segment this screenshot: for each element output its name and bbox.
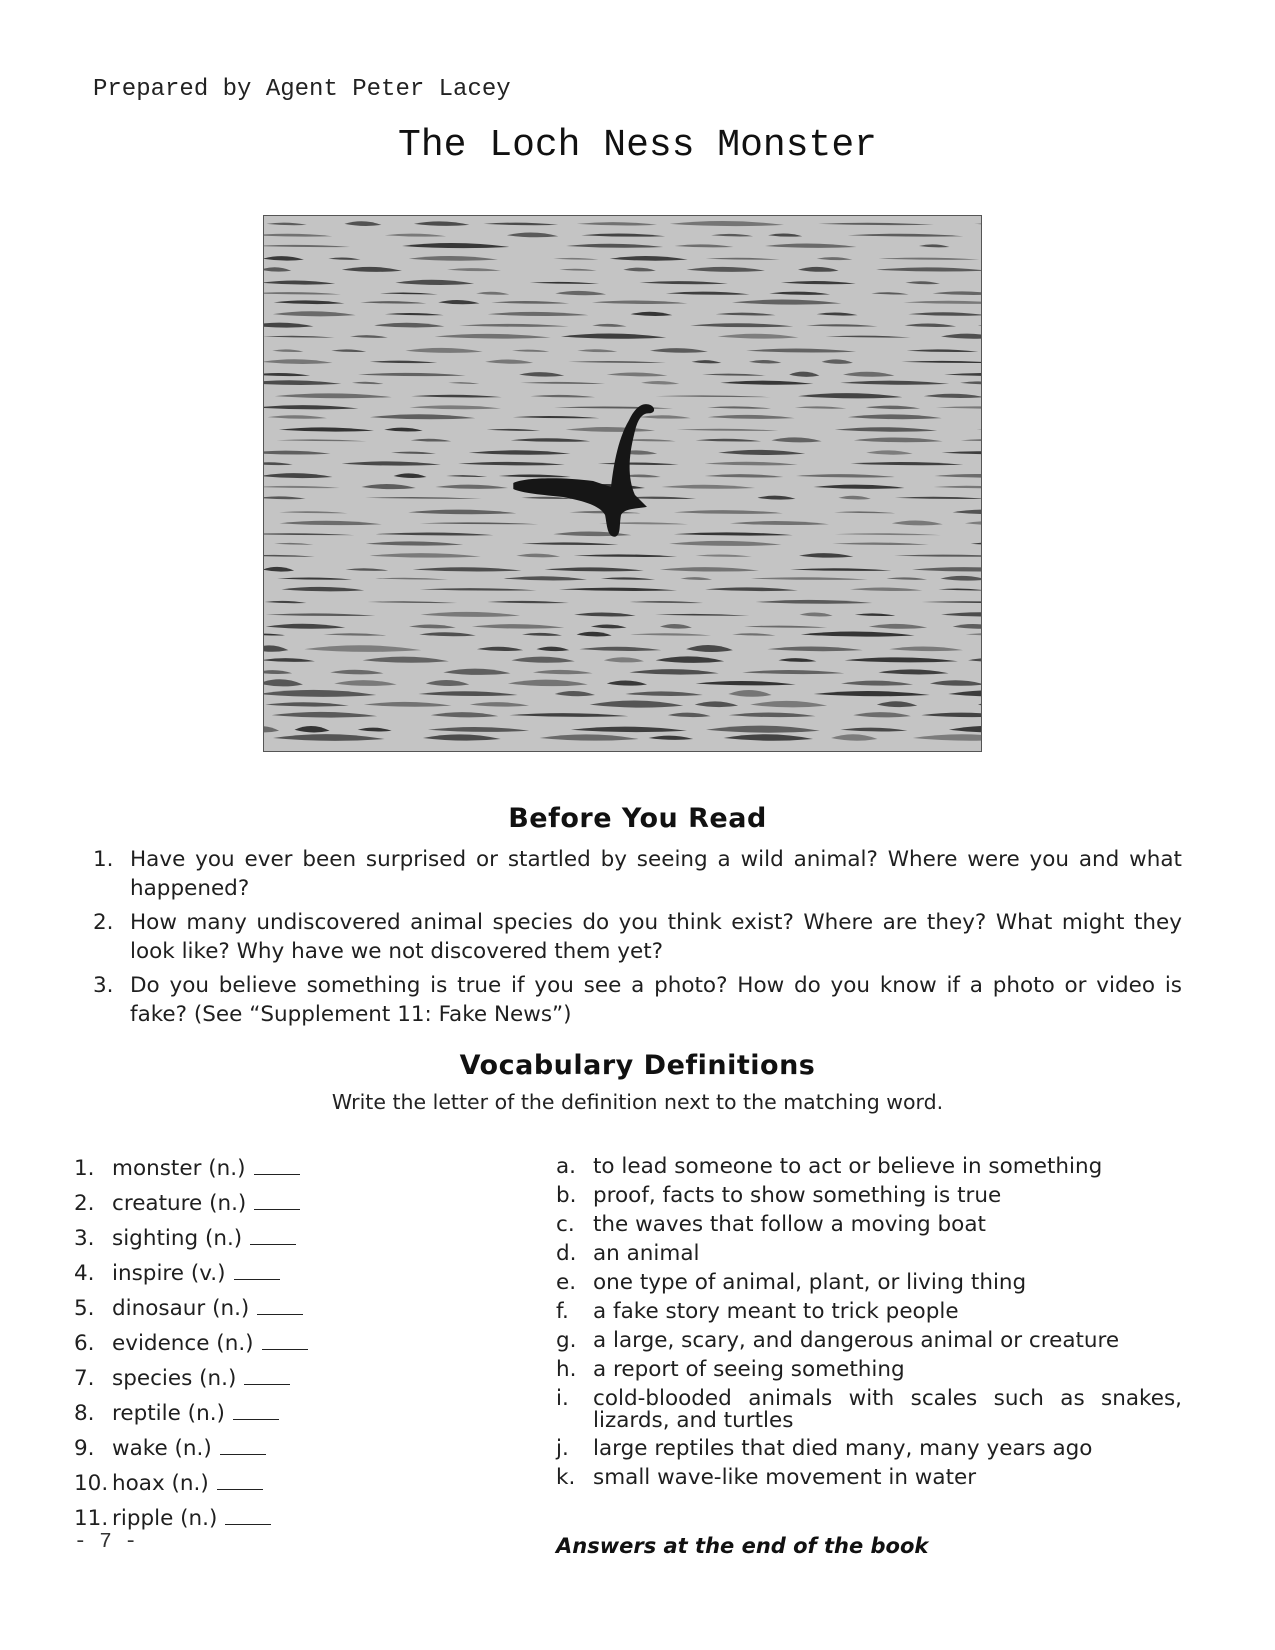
question-item [90, 908, 1182, 966]
word-term: sighting (n.) [112, 1226, 243, 1251]
definition-item [556, 1388, 1182, 1432]
word-term: creature (n.) [112, 1191, 247, 1216]
before-you-read-heading: Before You Read [508, 803, 767, 834]
word-number: 10. [74, 1471, 109, 1496]
definition-letter: i. [556, 1386, 569, 1411]
word-term: ripple (n.) [112, 1506, 218, 1531]
question-text: Do you believe something is true if you see a photo? How do you know if a photo or video is fake? (See “Supplement 11: Fake News”) [130, 973, 1182, 1027]
lake-monster-image [264, 216, 981, 751]
word-item [74, 1471, 308, 1506]
definition-text: to lead someone to act or believe in something [593, 1154, 1103, 1179]
word-term: monster (n.) [112, 1156, 246, 1181]
definition-letter: j. [556, 1436, 569, 1461]
definition-item [556, 1243, 1182, 1265]
definition-letter: f. [556, 1299, 569, 1324]
loch-ness-photo [263, 215, 982, 752]
answer-blank[interactable] [234, 1261, 280, 1280]
answer-blank[interactable] [254, 1156, 300, 1175]
answer-blank[interactable] [254, 1191, 300, 1210]
vocabulary-definition-list [556, 1156, 1182, 1496]
definition-text: large reptiles that died many, many years ago [593, 1436, 1093, 1461]
word-item [74, 1226, 308, 1261]
word-item [74, 1436, 308, 1471]
definition-item [556, 1467, 1182, 1489]
definition-letter: d. [556, 1241, 577, 1266]
question-text: How many undiscovered animal species do you think exist? Where are they? What might they look like? Why have we not discovered them yet? [130, 910, 1182, 964]
word-item [74, 1156, 308, 1191]
definition-text: the waves that follow a moving boat [593, 1212, 986, 1237]
question-number: 1. [93, 847, 114, 872]
definition-letter: k. [556, 1465, 576, 1490]
word-number: 1. [74, 1156, 95, 1181]
question-item [90, 845, 1182, 903]
definition-letter: b. [556, 1183, 577, 1208]
word-number: 4. [74, 1261, 95, 1286]
definition-item [556, 1272, 1182, 1294]
question-number: 3. [93, 973, 114, 998]
answer-blank[interactable] [262, 1331, 308, 1350]
word-term: inspire (v.) [112, 1261, 226, 1286]
question-number: 2. [93, 910, 114, 935]
prepared-by: Prepared by Agent Peter Lacey [93, 76, 511, 103]
word-number: 3. [74, 1226, 95, 1251]
definition-item [556, 1359, 1182, 1381]
word-term: dinosaur (n.) [112, 1296, 250, 1321]
word-term: evidence (n.) [112, 1331, 254, 1356]
answer-blank[interactable] [225, 1506, 271, 1525]
definition-text: cold-blooded animals with scales such as snakes, lizards, and turtles [593, 1386, 1182, 1433]
word-number: 5. [74, 1296, 95, 1321]
word-item [74, 1261, 308, 1296]
definition-text: a large, scary, and dangerous animal or creature [593, 1328, 1120, 1353]
answer-blank[interactable] [250, 1226, 296, 1245]
answer-blank[interactable] [220, 1436, 266, 1455]
definition-item [556, 1156, 1182, 1178]
vocabulary-heading: Vocabulary Definitions [459, 1050, 816, 1081]
word-item [74, 1191, 308, 1226]
word-number: 11. [74, 1506, 109, 1531]
definition-letter: h. [556, 1357, 577, 1382]
word-item [74, 1331, 308, 1366]
definition-text: proof, facts to show something is true [593, 1183, 1002, 1208]
vocabulary-instructions: Write the letter of the definition next to the matching word. [331, 1090, 944, 1114]
definition-text: a report of seeing something [593, 1357, 905, 1382]
word-term: hoax (n.) [112, 1471, 209, 1496]
question-item [90, 971, 1182, 1029]
answer-blank[interactable] [217, 1471, 263, 1490]
answer-blank[interactable] [233, 1401, 279, 1420]
definition-item [556, 1301, 1182, 1323]
answer-blank[interactable] [244, 1366, 290, 1385]
definition-item [556, 1438, 1182, 1460]
definition-letter: a. [556, 1154, 577, 1179]
definition-item [556, 1214, 1182, 1236]
word-number: 8. [74, 1401, 95, 1426]
before-you-read-questions [90, 845, 1182, 1034]
word-term: reptile (n.) [112, 1401, 225, 1426]
answers-note: Answers at the end of the book [556, 1534, 929, 1558]
definition-item [556, 1185, 1182, 1207]
word-term: species (n.) [112, 1366, 237, 1391]
word-term: wake (n.) [112, 1436, 212, 1461]
word-number: 2. [74, 1191, 95, 1216]
definition-text: one type of animal, plant, or living thing [593, 1270, 1027, 1295]
word-number: 9. [74, 1436, 95, 1461]
question-text: Have you ever been surprised or startled by seeing a wild animal? Where were you and what happened? [130, 847, 1182, 901]
definition-text: a fake story meant to trick people [593, 1299, 959, 1324]
word-item [74, 1401, 308, 1436]
definition-text: small wave-like movement in water [593, 1465, 977, 1490]
answer-blank[interactable] [257, 1296, 303, 1315]
page-number: - 7 - [74, 1531, 138, 1554]
vocabulary-word-list [74, 1156, 308, 1541]
definition-letter: g. [556, 1328, 577, 1353]
definition-letter: c. [556, 1212, 575, 1237]
word-number: 6. [74, 1331, 95, 1356]
definition-letter: e. [556, 1270, 577, 1295]
word-item [74, 1296, 308, 1331]
page-title: The Loch Ness Monster [398, 124, 877, 167]
definition-item [556, 1330, 1182, 1352]
word-item [74, 1366, 308, 1401]
word-number: 7. [74, 1366, 95, 1391]
definition-text: an animal [593, 1241, 700, 1266]
